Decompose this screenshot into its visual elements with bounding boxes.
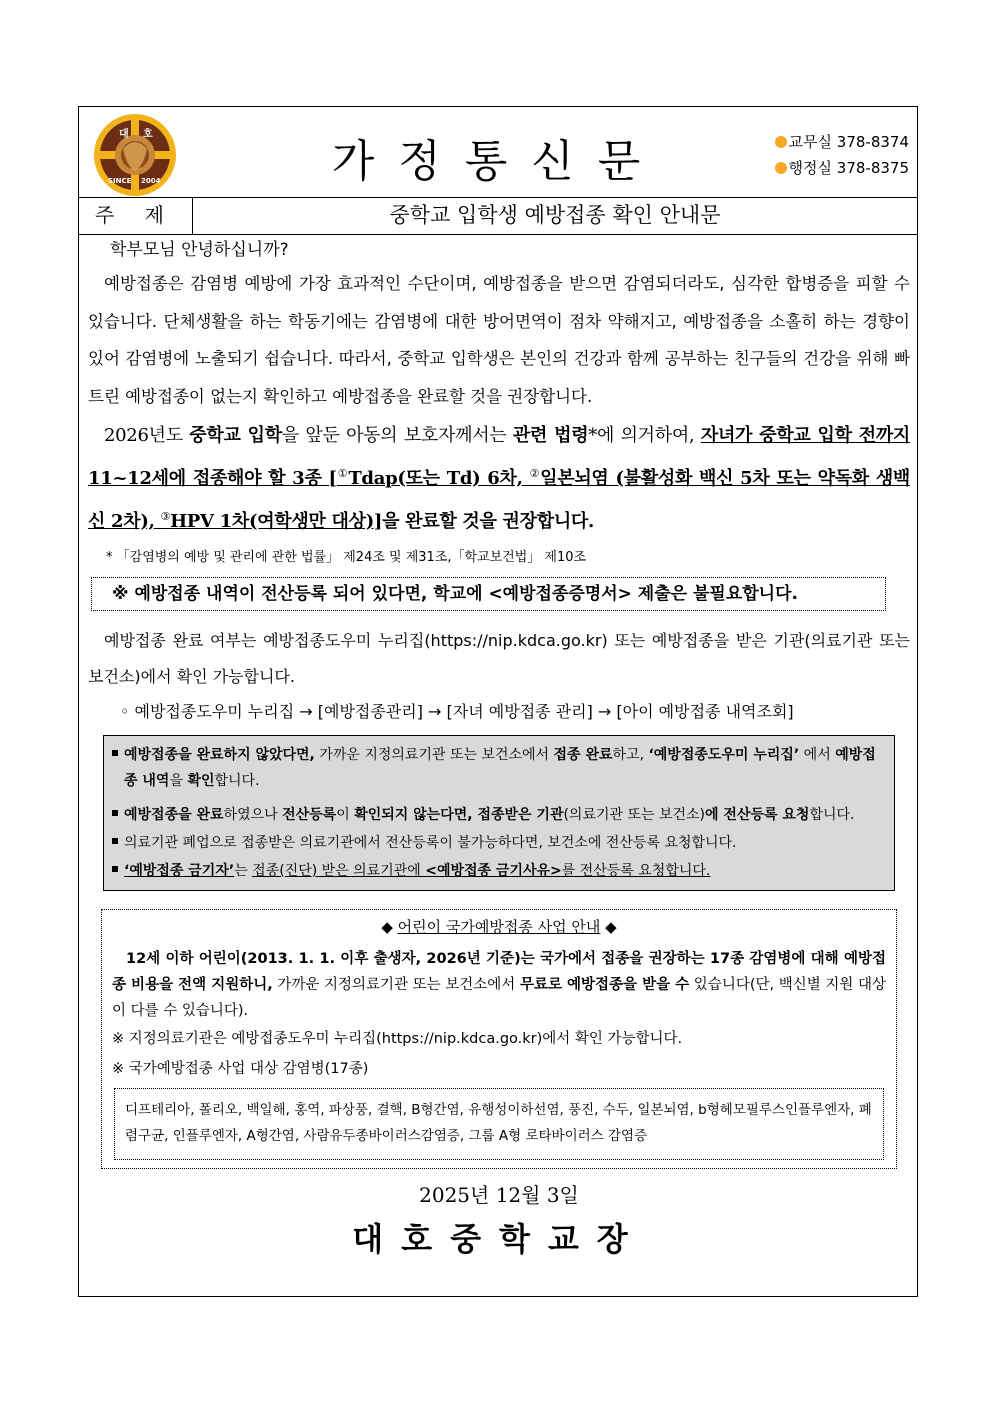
svg-text:2004: 2004 bbox=[141, 177, 161, 185]
svg-text:SINCE: SINCE bbox=[108, 177, 132, 185]
letter-body bbox=[88, 235, 910, 1260]
diamond-icon: ◆ bbox=[381, 918, 393, 936]
check-method-paragraph: 예방접종 완료 여부는 예방접종도우미 누리집(https://nip.kdca.go.kr) 또는 예방접종을 받은 기관(의료기관 또는 보건소)에서 확인 가능합니다. bbox=[88, 631, 910, 686]
square-bullet-icon bbox=[112, 838, 118, 844]
square-bullet-icon bbox=[112, 750, 118, 756]
disease-list-heading: ※ 국가예방접종 사업 대상 감염병(17종) bbox=[112, 1061, 369, 1077]
contact-academic-office: 교무실 378-8374 bbox=[775, 129, 909, 155]
bullet-dot-icon bbox=[775, 136, 787, 148]
svg-text:호: 호 bbox=[143, 129, 153, 140]
letter-header bbox=[79, 107, 917, 198]
national-vaccination-info-box bbox=[101, 909, 897, 1169]
newsletter-title: 가정통신문 bbox=[331, 136, 665, 187]
issue-date: 2025년 12월 3일 bbox=[419, 1183, 579, 1207]
recommendation-paragraph: 2026년도 중학교 입학을 앞둔 아동의 보호자께서는 관련 법령*에 의거하여, 자녀가 중학교 입학 전까지 11~12세에 접종해야 할 3종 [①Tdap(또는 Td) 6차, ②일본뇌염 (불활성화 백신 5차 또는 약독화 생백신 2차), ③HPV 1차(여학생만 대상)]을 완료할 것을 권장합니다. bbox=[88, 425, 911, 532]
subject-text: 중학교 입학생 예방접종 확인 안내문 bbox=[389, 203, 721, 227]
bullet-dot-icon bbox=[775, 162, 787, 174]
certificate-notice: ※ 예방접종 내역이 전산등록 되어 있다면, 학교에 <예방접종증명서> 제출은 불필요합니다. bbox=[91, 577, 886, 611]
guide-item: 예방접종을 완료하였으나 전산등록이 확인되지 않는다면, 접종받은 기관(의료기관 또는 보건소)에 전산등록 요청합니다. bbox=[112, 802, 886, 828]
designated-clinic-note: ※ 지정의료기관은 예방접종도우미 누리집(https://nip.kdca.go.kr)에서 확인 가능합니다. bbox=[112, 1031, 683, 1047]
contact-admin-office: 행정실 378-8375 bbox=[775, 155, 909, 181]
letter-page bbox=[78, 106, 918, 1297]
greeting: 학부모님 안녕하십니까? bbox=[110, 240, 289, 260]
disease-list: 디프테리아, 폴리오, 백일해, 홍역, 파상풍, 결핵, B형간염, 유행성이하선염, 풍진, 수두, 일본뇌염, b형헤모필루스인플루엔자, 폐렴구균, 인플루엔자, A형간염, 사람유두종바이러스감염증, 그룹 A형 로타바이러스 감염증 bbox=[114, 1088, 884, 1160]
square-bullet-icon bbox=[112, 810, 118, 816]
guide-item: 예방접종을 완료하지 않았다면, 가까운 지정의료기관 또는 보건소에서 접종 완료하고, ‘예방접종도우미 누리집’ 에서 예방접종 내역을 확인합니다. bbox=[112, 742, 886, 794]
guide-item: ‘예방접종 금기자’는 접종(진단) 받은 의료기관에 <예방접종 금기사유>를 전산등록 요청합니다. bbox=[112, 858, 886, 884]
principal-signature: 대호중학교장 bbox=[352, 1220, 646, 1258]
diamond-icon: ◆ bbox=[605, 918, 617, 936]
subject-row bbox=[79, 197, 917, 235]
action-guide-box bbox=[103, 735, 895, 891]
subject-label: 주 제 bbox=[79, 197, 193, 234]
info-box-title: ◆ 어린이 국가예방접종 사업 안내 ◆ bbox=[381, 918, 617, 936]
required-vaccines-text: 자녀가 중학교 입학 전까지 11~12세에 접종해야 할 3종 [①Tdap(또는 Td) 6차, ②일본뇌염 (불활성화 백신 5차 또는 약독화 생백신 2차), ③HPV 1차(여학생만 대상)] bbox=[88, 425, 911, 532]
guide-item: 의료기관 폐업으로 접종받은 의료기관에서 전산등록이 불가능하다면, 보건소에 전산등록 요청합니다. bbox=[112, 830, 886, 856]
intro-paragraph: 예방접종은 감염병 예방에 가장 효과적인 수단이며, 예방접종을 받으면 감염되더라도, 심각한 합병증을 피할 수 있습니다. 단체생활을 하는 학동기에는 감염병에 대한 방어면역이 점차 약해지고, 예방접종을 소홀히 하는 경향이 있어 감염병에 노출되기 쉽습니다. 따라서, 중학교 입학생은 본인의 건강과 함께 공부하는 친구들의 건강을 위해 빠트린 예방접종이 없는지 확인하고 예방접종을 완료할 것을 권장합니다. bbox=[88, 274, 910, 406]
svg-text:대: 대 bbox=[119, 129, 129, 140]
info-box-paragraph: 12세 이하 어린이(2013. 1. 1. 이후 출생자, 2026년 기준)는 국가에서 접종을 권장하는 17종 감염병에 대해 예방접종 비용을 전액 지원하니, 가까운 지정의료기관 또는 보건소에서 무료로 예방접종을 받을 수 있습니다(단, 백신별 지원 대상이 다를 수 있습니다). bbox=[112, 951, 886, 1019]
square-bullet-icon bbox=[112, 866, 118, 872]
law-footnote: * 「감염병의 예방 및 관리에 관한 법률」 제24조 및 제31조,「학교보건법」 제10조 bbox=[106, 550, 587, 565]
contact-list bbox=[775, 129, 909, 181]
menu-path: ◦ 예방접종도우미 누리집 → [예방접종관리] → [자녀 예방접종 관리] → [아이 예방접종 내역조회] bbox=[120, 702, 794, 721]
